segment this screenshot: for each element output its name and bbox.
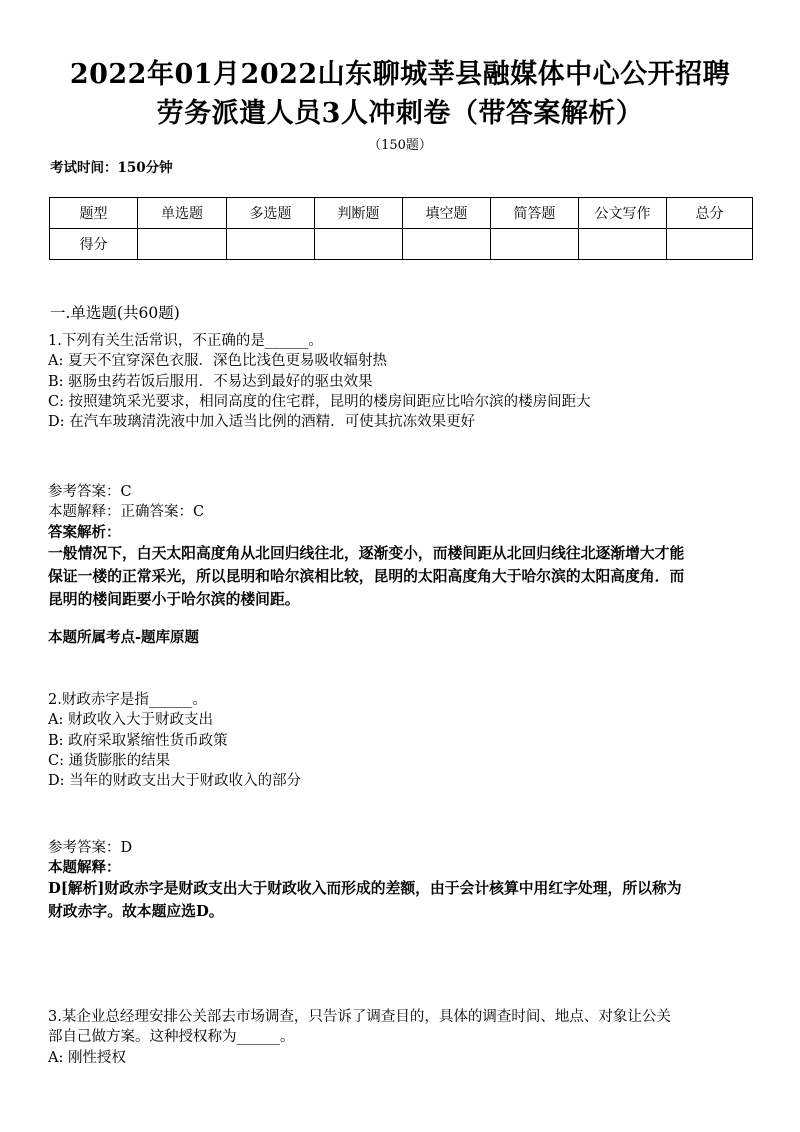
page-title-line-1: 2022年01月2022山东聊城莘县融媒体中心公开招聘 bbox=[69, 59, 731, 90]
option-b: B: 驱肠虫药若饭后服用．不易达到最好的驱虫效果 bbox=[48, 373, 373, 390]
question-1-analysis bbox=[48, 542, 762, 611]
reference-answer: 参考答案：D bbox=[48, 840, 133, 856]
score-table-header: 填空题 bbox=[403, 198, 491, 229]
question-stem: 1.下列有关生活常识，不正确的是______。 bbox=[48, 333, 323, 349]
option-d: D: 在汽车玻璃清洗液中加入适当比例的酒精．可使其抗冻效果更好 bbox=[48, 414, 476, 431]
score-cell bbox=[138, 229, 227, 260]
explanation-heading: 本题解释：正确答案：C bbox=[48, 504, 205, 521]
option-a: A: 财政收入大于财政支出 bbox=[48, 712, 213, 729]
question-stem-line: 部自己做方案。这种授权称为______。 bbox=[48, 1029, 295, 1046]
score-table-header: 单选题 bbox=[138, 198, 227, 229]
score-table-header: 题型 bbox=[50, 198, 138, 229]
score-cell bbox=[227, 229, 315, 260]
analysis-line: 一般情况下，白天太阳高度角从北回归线往北，逐渐变小，而楼间距从北回归线往北逐渐增大才能 bbox=[48, 545, 685, 562]
score-cell bbox=[315, 229, 403, 260]
score-cell bbox=[491, 229, 579, 260]
option-c: C: 通货膨胀的结果 bbox=[48, 752, 171, 769]
section-title: 一.单选题(共60题) bbox=[50, 304, 180, 322]
question-count: （150题） bbox=[368, 138, 432, 153]
question-2-answer-block bbox=[48, 838, 758, 879]
option-a: A: 夏天不宜穿深色衣服．深色比浅色更易吸收辐射热 bbox=[48, 353, 387, 370]
question-2 bbox=[48, 690, 758, 791]
score-table-header: 简答题 bbox=[491, 198, 579, 229]
analysis-line: 财政赤字。故本题应选D。 bbox=[48, 903, 224, 920]
score-cell bbox=[667, 229, 753, 260]
score-row-label: 得分 bbox=[50, 229, 138, 260]
question-3 bbox=[48, 1007, 758, 1068]
explanation-heading: 本题解释： bbox=[48, 859, 121, 877]
reference-answer: 参考答案：C bbox=[48, 484, 132, 500]
score-table-score-row bbox=[50, 229, 753, 260]
analysis-line: D[解析]财政赤字是财政支出大于财政收入而形成的差额，由于会计核算中用红字处理，所以称为 bbox=[48, 880, 682, 897]
analysis-line: 昆明的楼间距要小于哈尔滨的楼间距。 bbox=[48, 591, 300, 608]
analysis-line: 保证一楼的正常采光，所以昆明和哈尔滨相比较，昆明的太阳高度角大于哈尔滨的太阳高度角．而 bbox=[48, 568, 685, 585]
page-title-line-2: 劳务派遣人员3人冲刺卷（带答案解析） bbox=[156, 98, 644, 129]
option-d: D: 当年的财政支出大于财政收入的部分 bbox=[48, 773, 302, 790]
option-a: A: 刚性授权 bbox=[48, 1049, 126, 1066]
exam-time: 考试时间：150分钟 bbox=[50, 160, 173, 176]
analysis-label: 答案解析： bbox=[48, 523, 121, 541]
option-c: C: 按照建筑采光要求，相同高度的住宅群，昆明的楼房间距应比哈尔滨的楼房间距大 bbox=[48, 393, 591, 410]
score-table-header: 判断题 bbox=[315, 198, 403, 229]
question-stem-line: 3.某企业总经理安排公关部去市场调查，只告诉了调查目的，具体的调查时间、地点、对象让公关 bbox=[48, 1009, 671, 1025]
score-table-header: 总分 bbox=[667, 198, 753, 229]
score-table-header: 多选题 bbox=[227, 198, 315, 229]
option-b: B: 政府采取紧缩性货币政策 bbox=[48, 732, 228, 749]
score-table bbox=[49, 197, 753, 260]
question-1-answer-block bbox=[48, 482, 758, 543]
question-2-analysis bbox=[48, 877, 762, 923]
question-stem: 2.财政赤字是指______。 bbox=[48, 692, 207, 708]
score-table-header: 公文写作 bbox=[579, 198, 667, 229]
score-cell bbox=[403, 229, 491, 260]
score-cell bbox=[579, 229, 667, 260]
question-1 bbox=[48, 331, 758, 432]
score-table-header-row bbox=[50, 198, 753, 229]
knowledge-point: 本题所属考点-题库原题 bbox=[48, 629, 200, 646]
